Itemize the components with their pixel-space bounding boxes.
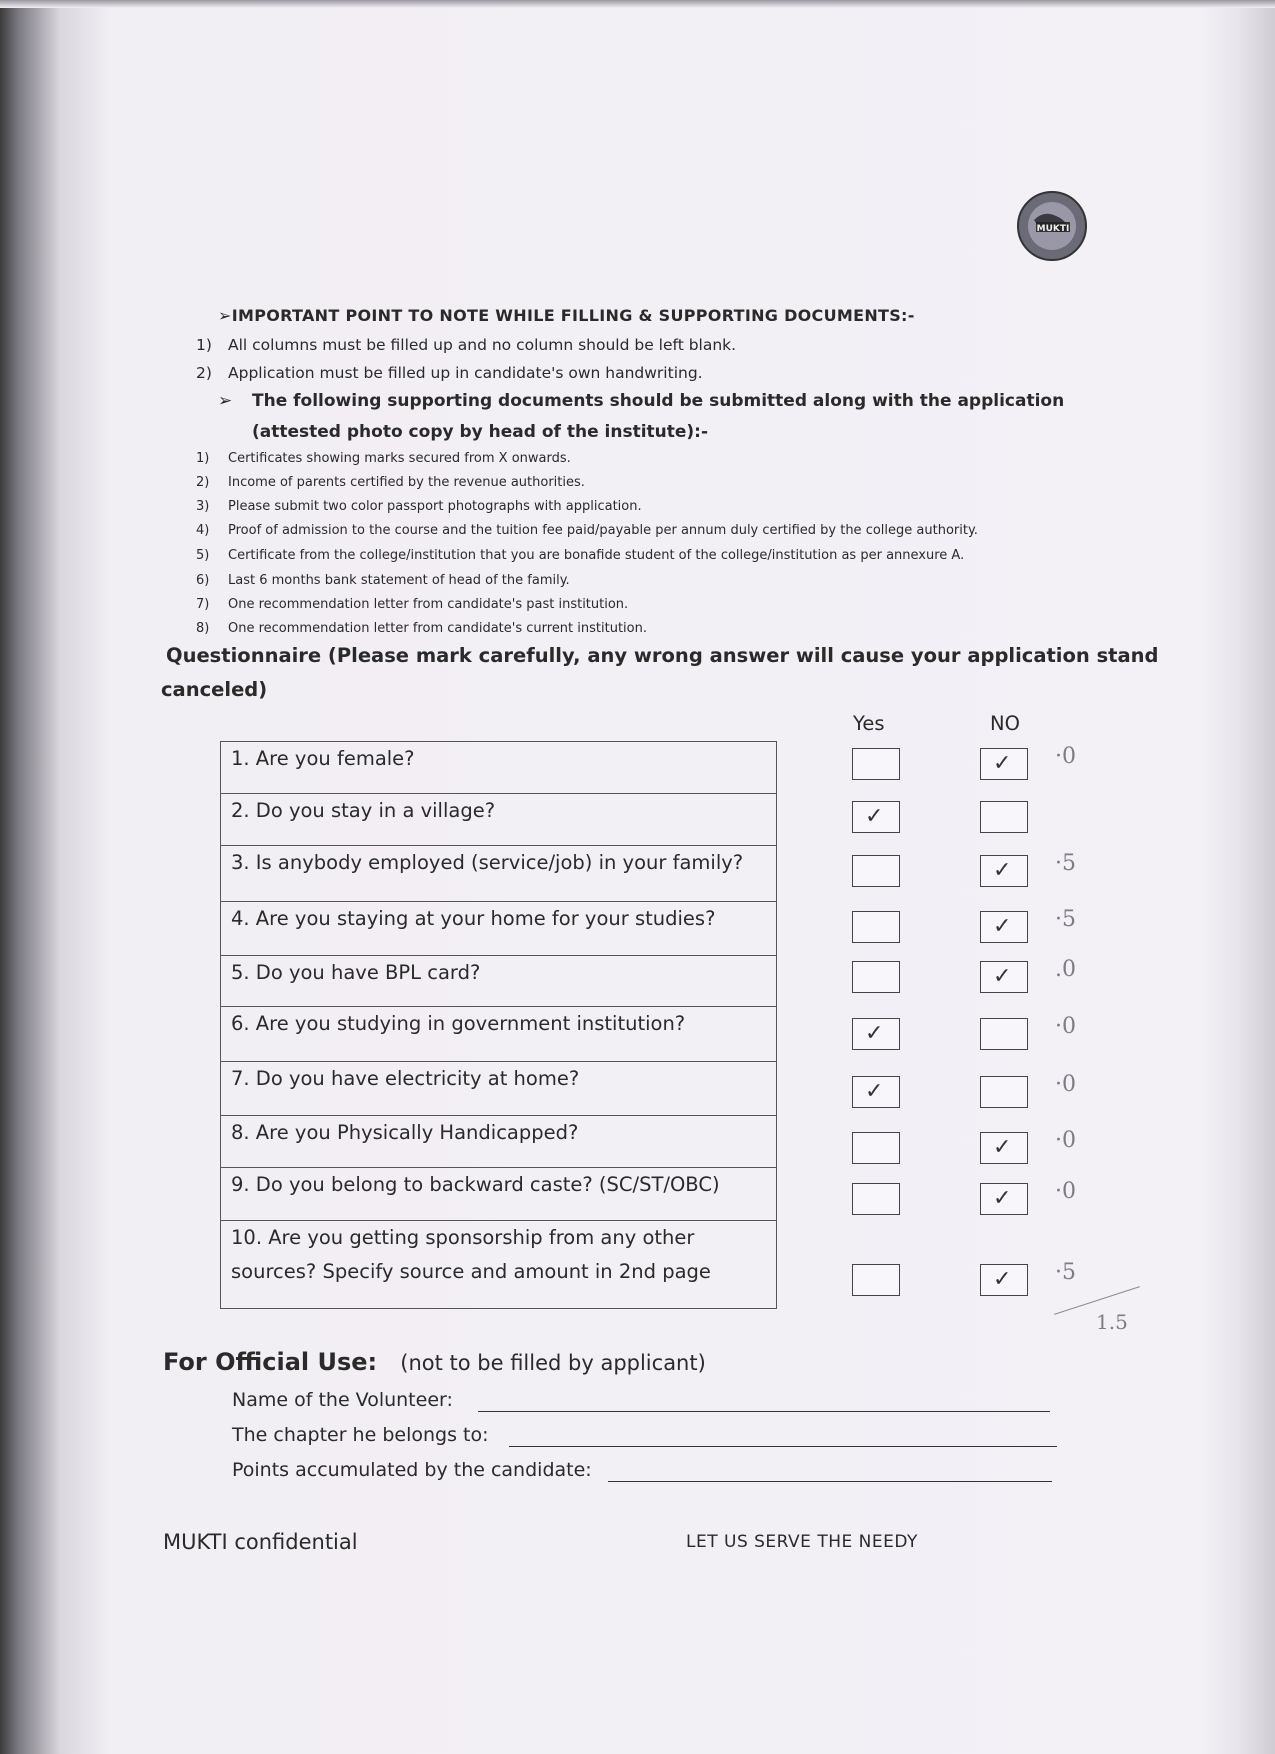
checkmark-icon: ✓ xyxy=(993,1186,1012,1211)
logo-text: MUKTI xyxy=(1036,224,1070,234)
arrow-bullet-icon: ➢ xyxy=(218,306,232,325)
mukti-logo xyxy=(1016,190,1088,262)
note-item: 1) All columns must be filled up and no column should be left blank. xyxy=(196,336,737,354)
no-checkbox[interactable] xyxy=(980,961,1028,993)
points-field[interactable] xyxy=(608,1481,1052,1482)
question-text: 4. Are you staying at your home for your studies? xyxy=(221,902,777,956)
total-score-mark: 1.5 xyxy=(1096,1310,1128,1334)
document-item: 7) One recommendation letter from candidate's past institution. xyxy=(196,597,629,612)
no-checkbox[interactable] xyxy=(980,1183,1028,1215)
no-checkbox[interactable] xyxy=(980,1076,1028,1108)
chapter-field[interactable] xyxy=(509,1446,1057,1447)
question-text: 3. Is anybody employed (service/job) in your family? xyxy=(221,846,777,902)
score-mark: .0 xyxy=(1055,957,1076,982)
yes-checkbox[interactable] xyxy=(852,961,900,993)
volunteer-name-label: Name of the Volunteer: xyxy=(232,1389,453,1411)
score-mark: ·0 xyxy=(1055,744,1076,769)
page-top-shadow xyxy=(0,0,1275,8)
points-label: Points accumulated by the candidate: xyxy=(232,1459,592,1481)
checkmark-icon: ✓ xyxy=(993,858,1012,883)
checkmark-icon: ✓ xyxy=(865,804,884,829)
question-text: 2. Do you stay in a village? xyxy=(221,794,777,846)
yes-checkbox[interactable] xyxy=(852,1183,900,1215)
checkmark-icon: ✓ xyxy=(865,1021,884,1046)
question-row xyxy=(221,1007,777,1062)
score-mark: ·0 xyxy=(1055,1072,1076,1097)
question-row xyxy=(221,902,777,956)
question-row xyxy=(221,1168,777,1221)
score-mark: ·5 xyxy=(1055,851,1076,876)
checkmark-icon: ✓ xyxy=(993,751,1012,776)
question-text: 5. Do you have BPL card? xyxy=(221,956,777,1007)
no-checkbox[interactable] xyxy=(980,855,1028,887)
question-row xyxy=(221,1116,777,1168)
note-item: 2) Application must be filled up in candidate's own handwriting. xyxy=(196,364,703,382)
no-checkbox[interactable] xyxy=(980,801,1028,833)
question-text: 1. Are you female? xyxy=(221,742,777,794)
yes-checkbox[interactable] xyxy=(852,1132,900,1164)
yes-checkbox[interactable] xyxy=(852,1018,900,1050)
score-mark: ·0 xyxy=(1055,1179,1076,1204)
document-item: 6) Last 6 months bank statement of head of the family. xyxy=(196,573,570,588)
column-header-no: NO xyxy=(990,712,1020,735)
checkmark-icon: ✓ xyxy=(993,964,1012,989)
question-text: 8. Are you Physically Handicapped? xyxy=(221,1116,777,1168)
checkmark-icon: ✓ xyxy=(865,1079,884,1104)
question-row xyxy=(221,742,777,794)
checkmark-icon: ✓ xyxy=(993,914,1012,939)
yes-checkbox[interactable] xyxy=(852,855,900,887)
questionnaire-intro-line2: canceled) xyxy=(161,678,268,701)
chapter-label: The chapter he belongs to: xyxy=(232,1424,489,1446)
question-text: 7. Do you have electricity at home? xyxy=(221,1062,777,1116)
score-mark: ·0 xyxy=(1055,1014,1076,1039)
question-row xyxy=(221,1221,777,1309)
question-row xyxy=(221,846,777,902)
no-checkbox[interactable] xyxy=(980,748,1028,780)
question-row xyxy=(221,956,777,1007)
yes-checkbox[interactable] xyxy=(852,1076,900,1108)
footer-confidential: MUKTI confidential xyxy=(163,1530,358,1554)
no-checkbox[interactable] xyxy=(980,911,1028,943)
no-checkbox[interactable] xyxy=(980,1132,1028,1164)
question-table xyxy=(220,741,777,1309)
document-item: 1) Certificates showing marks secured from X onwards. xyxy=(196,451,571,466)
score-mark: ·5 xyxy=(1055,1260,1076,1285)
checkmark-icon: ✓ xyxy=(993,1135,1012,1160)
question-text: 10. Are you getting sponsorship from any other sources? Specify source and amount in 2nd page xyxy=(221,1221,777,1309)
notes-heading: ➢IMPORTANT POINT TO NOTE WHILE FILLING & SUPPORTING DOCUMENTS:- xyxy=(218,306,915,325)
yes-checkbox[interactable] xyxy=(852,801,900,833)
yes-checkbox[interactable] xyxy=(852,911,900,943)
no-checkbox[interactable] xyxy=(980,1264,1028,1296)
document-item: 4) Proof of admission to the course and the tuition fee paid/payable per annum duly certified by the college authority. xyxy=(196,523,978,538)
document-item: 5) Certificate from the college/institution that you are bonafide student of the college/institution as per annexure A. xyxy=(196,548,965,563)
question-row xyxy=(221,794,777,846)
arrow-bullet-icon: ➢ xyxy=(218,391,233,411)
documents-heading: ➢ The following supporting documents should be submitted along with the application xyxy=(218,391,1065,411)
document-item: 3) Please submit two color passport photographs with application. xyxy=(196,499,642,514)
document-item: 2) Income of parents certified by the revenue authorities. xyxy=(196,475,585,490)
no-checkbox[interactable] xyxy=(980,1018,1028,1050)
checkmark-icon: ✓ xyxy=(993,1267,1012,1292)
question-text: 9. Do you belong to backward caste? (SC/ST/OBC) xyxy=(221,1168,777,1221)
footer-motto: LET US SERVE THE NEEDY xyxy=(686,1532,918,1552)
volunteer-name-field[interactable] xyxy=(478,1411,1050,1412)
question-row xyxy=(221,1062,777,1116)
document-item: 8) One recommendation letter from candidate's current institution. xyxy=(196,621,647,636)
documents-heading-line2: (attested photo copy by head of the institute):- xyxy=(252,422,709,442)
score-mark: ·5 xyxy=(1055,907,1076,932)
official-use-heading: For Official Use: (not to be filled by applicant) xyxy=(163,1348,706,1376)
column-header-yes: Yes xyxy=(853,712,885,735)
yes-checkbox[interactable] xyxy=(852,1264,900,1296)
questionnaire-intro: Questionnaire (Please mark carefully, any wrong answer will cause your application stand xyxy=(166,644,1159,667)
yes-checkbox[interactable] xyxy=(852,748,900,780)
question-text: 6. Are you studying in government institution? xyxy=(221,1007,777,1062)
score-mark: ·0 xyxy=(1055,1128,1076,1153)
